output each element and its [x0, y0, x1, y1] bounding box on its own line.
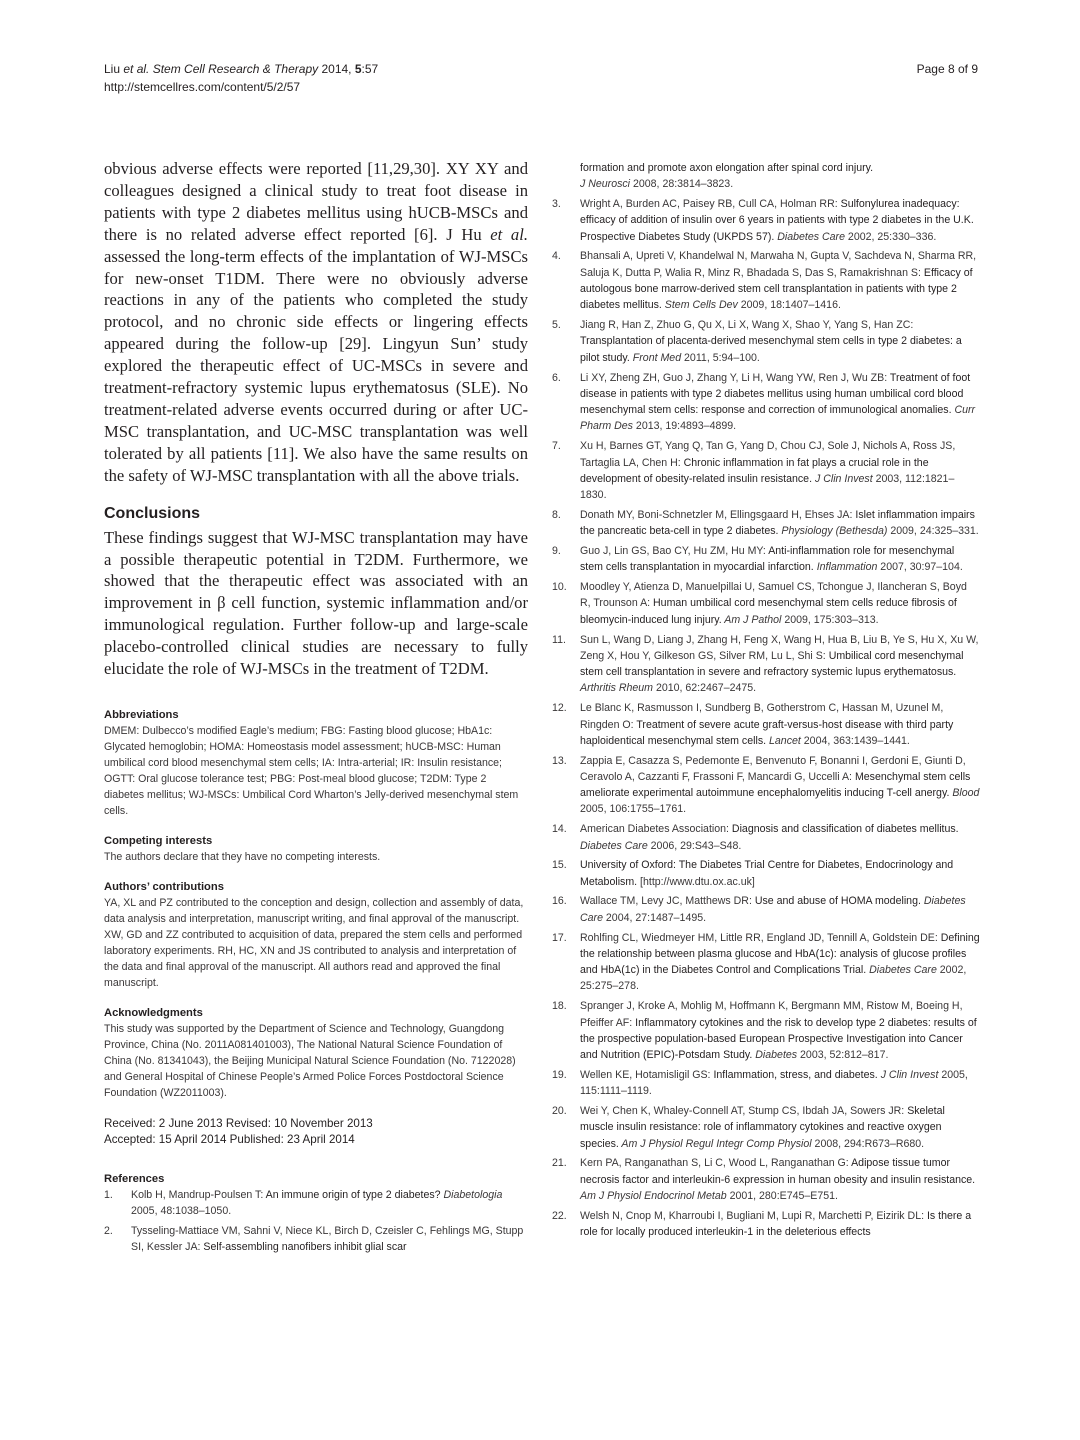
reference-number: 21. [552, 1157, 567, 1170]
reference-2-continuation [552, 160, 980, 193]
reference-title: Mesenchymal stem cells ameliorate experimental autoimmune encephalomyelitis inducing T-cell anergy. [580, 770, 971, 800]
reference-journal: Front Med [629, 351, 682, 364]
reference-number: 3. [552, 198, 561, 211]
reference-authors: Kolb H, Mandrup-Poulsen T: [131, 1188, 266, 1201]
reference-journal: Curr Pharm Des [580, 404, 976, 433]
page-number: Page 8 of 9 [916, 62, 978, 76]
reference-journal: Diabetes Care [866, 964, 937, 977]
acknowledgments-section [104, 1006, 528, 1101]
header-journal: Stem Cell Research & Therapy [152, 62, 319, 76]
reference-tail: 2009, 18:1407–1416. [737, 299, 841, 312]
reference-journal: Am J Physiol Regul Integr Comp Physiol [618, 1137, 812, 1150]
reference-item [552, 893, 980, 926]
reference-authors: Zappia E, Casazza S, Pedemonte E, Benvenuto F, Bonanni I, Gerdoni E, Giunti D, Ceravolo A, Cazzanti F, Frassoni F, Mancardi G, Uccelli A: [580, 754, 966, 783]
running-header [104, 60, 378, 96]
header-url[interactable]: http://stemcellres.com/content/5/2/57 [104, 80, 301, 94]
reference-number: 1. [104, 1188, 113, 1201]
reference-journal: Am J Pathol [721, 613, 782, 626]
reference-tail: 2008, 294:R673–R680. [811, 1137, 925, 1150]
reference-title: University of Oxford: The Diabetes Trial Centre for Diabetes, Endocrinology and Metabolism. [580, 859, 954, 888]
reference-title: Treatment of severe acute graft-versus-host disease with third party haploidentical mesenchymal stem cells. [580, 718, 954, 747]
reference-tail: 2013, 19:4893–4899. [632, 420, 737, 433]
accepted-published-line: Accepted: 15 April 2014 Published: 23 April 2014 [104, 1132, 355, 1146]
reference-title: Umbilical cord mesenchymal stem cell transplantation in severe and refractory systemic lupus erythematosus. [580, 649, 964, 679]
reference-item [552, 248, 980, 313]
reference-authors: Donath MY, Boni-Schnetzler M, Ellingsgaard H, Ehses JA: [580, 508, 856, 521]
right-column [552, 160, 980, 1244]
received-revised-line: Received: 2 June 2013 Revised: 10 November 2013 [104, 1116, 373, 1130]
reference-tail: 2007, 30:97–104. [877, 561, 963, 574]
citation-line [104, 60, 378, 78]
reference-journal: J Neurosci [580, 178, 631, 191]
reference-authors: Moodley Y, Atienza D, Manuelpillai U, Samuel CS, Tchongue J, Ilancheran S, Boyd R, Trounson A: [580, 581, 967, 610]
reference-journal: J Clin Invest [877, 1068, 939, 1081]
reference-tail: 2005, 106:1755–1761. [580, 803, 687, 816]
reference-item [104, 1223, 528, 1256]
contributions-text: YA, XL and PZ contributed to the conception and design, collection and assembly of data, data analysis and interpretation, manuscript writing, and final approval of the manuscript. XW, GD and ZZ contributed to acquisition of data, prepared the stem cells and performed laboratory experiments. RH, HC, XN and JS contributed to analysis and interpretation of the data and final approval of the manuscript. All authors read and approved the final manuscript. [104, 896, 524, 989]
reference-authors: Le Blanc K, Rasmusson I, Sundberg B, Gotherstrom C, Hassan M, Uzunel M, Ringden O: [580, 702, 944, 731]
reference-authors: Tysseling-Mattiace VM, Sahni V, Niece KL, Birch D, Czeisler C, Fehlings MG, Stupp SI, Kessler JA: [131, 1225, 524, 1254]
reference-journal: Physiology (Bethesda) [778, 525, 888, 538]
discussion-paragraph [104, 158, 528, 487]
reference-item [552, 700, 980, 749]
reference-title: Self-assembling nanofibers inhibit glial scar [203, 1241, 407, 1254]
reference-authors: Kern PA, Ranganathan S, Li C, Wood L, Ranganathan G: [580, 1157, 852, 1170]
reference-number: 7. [552, 440, 561, 453]
reference-tail: 2003, 52:812–817. [797, 1049, 889, 1062]
reference-item [552, 370, 980, 435]
reference-tail: 2002, 25:275–278. [580, 964, 967, 993]
reference-number: 16. [552, 895, 567, 908]
reference-tail: 2002, 25:330–336. [844, 230, 937, 243]
header-etal: et al. [123, 62, 150, 76]
header-volume: 5 [354, 62, 362, 76]
abbreviations-heading: Abbreviations [104, 708, 179, 721]
acknowledgments-heading: Acknowledgments [104, 1006, 203, 1019]
reference-journal: Stem Cells Dev [661, 299, 738, 312]
reference-number: 17. [552, 931, 567, 944]
reference-item [552, 998, 980, 1063]
reference-journal: J Clin Invest [812, 472, 873, 485]
reference-tail: 2009, 175:303–313. [781, 613, 879, 626]
reference-authors: Sun L, Wang D, Liang J, Zhang H, Feng X, Wang H, Hua B, Liu B, Ye S, Hu X, Xu W, Zeng X, Hou Y, Gilkeson GS, Silver RM, Lu L, Shi S: [580, 633, 979, 662]
reference-tail: 2003, 112:1821–1830. [580, 472, 955, 502]
reference-journal: Diabetologia [440, 1188, 503, 1201]
reference-authors: Bhansali A, Upreti V, Khandelwal N, Marwaha N, Gupta V, Sachdeva N, Sharma RR, Saluja K, Dutta P, Walia R, Minz R, Bhadada S, Das S, Ramakrishnan S: [580, 250, 977, 279]
reference-tail: 2008, 28:3814–3823. [630, 178, 734, 191]
left-column [104, 158, 528, 1259]
reference-number: 20. [552, 1105, 567, 1118]
reference-title: Treatment of foot disease in patients with type 2 diabetes mellitus using human umbilical cord blood mesenchymal stem cells: response and correction of immunological anomalies. [580, 371, 971, 417]
reference-tail: 2010, 62:2467–2475. [653, 682, 757, 695]
reference-authors: Wei Y, Chen K, Whaley-Connell AT, Stump CS, Ibdah JA, Sowers JR: [580, 1105, 908, 1118]
reference-item [552, 579, 980, 628]
reference-authors: Jiang R, Han Z, Zhuo G, Qu X, Li X, Wang X, Shao Y, Yang S, Han ZC: [580, 319, 914, 332]
reference-journal: Diabetes Care [580, 895, 966, 924]
reference-number: 2. [104, 1225, 113, 1238]
reference-title: Adipose tissue tumor necrosis factor and interleukin-6 expression in human obesity and insulin resistance. [580, 1157, 976, 1186]
reference-number: 12. [552, 702, 567, 715]
references-list-right [552, 196, 980, 1240]
reference-authors: Wellen KE, Hotamisligil GS: [580, 1068, 714, 1081]
reference-number: 4. [552, 250, 561, 263]
reference-tail: 2005, 48:1038–1050. [131, 1205, 232, 1218]
contributions-heading: Authors’ contributions [104, 880, 224, 893]
reference-authors: Wallace TM, Levy JC, Matthews DR: [580, 895, 755, 908]
reference-authors: Xu H, Barnes GT, Yang Q, Tan G, Yang D, Chou CJ, Sole J, Nichols A, Ross JS, Tartaglia LA, Chen H: [580, 440, 956, 469]
reference-item [552, 753, 980, 818]
reference-title: Human umbilical cord mesenchymal stem cells reduce fibrosis of bleomycin-induced lung injury. [580, 597, 957, 626]
reference-tail: 2001, 280:E745–E751. [726, 1190, 838, 1203]
acknowledgments-text: This study was supported by the Department of Science and Technology, Guangdong Province, China (No. 2011A081401003), The National Natural Science Foundation of China (No. 81341043), the Beijing Municipal Natural Science Foundation (No. 7122028) and General Hospital of Chinese People’s Armed Police Forces Postdoctoral Science Foundation (WZ2011003). [104, 1022, 516, 1099]
reference-title: Defining the relationship between plasma glucose and HbA(1c): analysis of glucose profiles and HbA(1c) in the Diabetes Control and Complications Trial. [580, 931, 980, 977]
reference-title: Transplantation of placenta-derived mesenchymal stem cells in type 2 diabetes: a pilot study. [580, 335, 962, 364]
abbreviations-text: DMEM: Dulbecco’s modified Eagle’s medium; FBG: Fasting blood glucose; HbA1c: Glycated hemoglobin; HOMA: Homeostasis model assessment; hUCB-MSC: Human umbilical cord blood mesenchymal stem cells; IA: Intra-arterial; IR: Insulin resistance; OGTT: Oral glucose tolerance test; PBG: Post-meal blood glucose; T2DM: Type 2 diabetes mellitus; WJ-MSCs: Umbilical Cord Wharton’s Jelly-derived mesenchymal stem cells. [104, 724, 519, 817]
reference-item [552, 317, 980, 366]
reference-number: 18. [552, 1000, 567, 1013]
conclusions-paragraph [104, 527, 528, 680]
header-year: 2014, [321, 62, 352, 76]
reference-item [552, 507, 980, 540]
reference-authors: American Diabetes Association: [580, 823, 732, 836]
reference-title: An immune origin of type 2 diabetes? [265, 1188, 441, 1201]
reference-journal: Lancet [766, 734, 801, 747]
discussion-text-1: obvious adverse effects were reported [11,29,30]. XY XY and colleagues designed a clinical study to treat foot disease in patients with type 2 diabetes mellitus using hUCB-MSCs and there is no related adverse effect reported [6]. J Hu [104, 159, 528, 244]
reference-tail: 2004, 363:1439–1441. [800, 734, 910, 747]
reference-item [552, 930, 980, 995]
reference-journal: Arthritis Rheum [580, 682, 653, 695]
reference-authors: Li XY, Zheng ZH, Guo J, Zhang Y, Li H, Wang YW, Ren J, Wu ZB: [580, 371, 890, 384]
reference-authors: Wright A, Burden AC, Paisey RB, Cull CA, Holman RR: [580, 198, 841, 211]
reference-title: Anti-inflammation role for mesenchymal stem cells transplantation in myocardial infarction. [580, 545, 955, 574]
reference-tail: 2005, 115:1111–1119. [580, 1068, 968, 1098]
reference-authors: Welsh N, Cnop M, Kharroubi I, Bugliani M, Lupi R, Marchetti P, Eizirik DL: [580, 1209, 927, 1222]
reference-item [552, 543, 980, 576]
reference-number: 8. [552, 508, 561, 521]
reference-authors: Spranger J, Kroke A, Mohlig M, Hoffmann K, Bergmann MM, Ristow M, Boeing H, Pfeiffer AF: [580, 1000, 963, 1029]
header-article: :57 [361, 62, 379, 76]
discussion-text-2: assessed the long-term effects of the implantation of WJ-MSCs for new-onset T1DM. There were no obviously adverse reactions in any of the patients who completed the study protocol, and no chronic side effects or lingering effects appeared during the follow-up [29]. Lingyun Sun’ study explored the therapeutic effect of UC-MSCs in severe and treatment-refractory systemic lupus erythematosus (SLE). No treatment-related adverse events occurred during or after UC-MSC transplantation, and UC-MSC transplantation was well tolerated by all patients [11]. We also have the same results on the safety of WJ-MSC transplantation with all the above trials. [104, 246, 528, 485]
reference-title: Chronic inflammation in fat plays a crucial role in the development of obesity-related insulin resistance. [580, 456, 929, 485]
reference-item [552, 1155, 980, 1204]
reference-tail: 2009, 24:325–331. [887, 525, 979, 538]
reference-number: 6. [552, 371, 561, 384]
reference-number: 5. [552, 319, 561, 332]
reference-title: Inflammation, stress, and diabetes. [713, 1068, 878, 1081]
reference-number: 11. [552, 633, 566, 646]
reference-title: Sulfonylurea inadequacy: efficacy of addition of insulin over 6 years in patients with type 2 diabetes in the U.K. Prospective Diabetes Study (UKPDS 57). [580, 198, 974, 243]
reference-item [552, 857, 980, 890]
reference-number: 22. [552, 1209, 567, 1222]
reference-item [552, 196, 980, 245]
reference-number: 14. [552, 823, 567, 836]
reference-journal: Blood [949, 787, 980, 800]
reference-title: Is there a role for locally produced interleukin-1 in the deleterious effects [580, 1209, 972, 1239]
reference-authors: Guo J, Lin GS, Bao CY, Hu ZM, Hu MY: [580, 545, 769, 558]
reference-journal: Diabetes Care [580, 839, 648, 852]
reference-journal: Inflammation [813, 561, 878, 574]
reference-title: Islet inflammation impairs the pancreatic beta-cell in type 2 diabetes. [580, 508, 975, 538]
reference-number: 19. [552, 1068, 567, 1081]
discussion-etal: et al. [490, 224, 528, 244]
reference-item [552, 1067, 980, 1100]
publication-dates [104, 1116, 528, 1148]
reference-title: Use and abuse of HOMA modeling. [754, 895, 921, 908]
reference-number: 13. [552, 754, 567, 767]
reference-journal: Diabetes [752, 1049, 798, 1062]
reference-item [552, 1208, 980, 1241]
competing-interests-heading: Competing interests [104, 834, 213, 847]
reference-journal: Am J Physiol Endocrinol Metab [580, 1190, 727, 1203]
competing-interests-section [104, 834, 528, 865]
reference-tail: 2011, 5:94–100. [681, 351, 760, 364]
reference-number: 10. [552, 581, 567, 594]
conclusions-text: These findings suggest that WJ-MSC transplantation may have a possible therapeutic potential in T2DM. Furthermore, we showed that the therapeutic effect was associated with an improvement in β cell function, systemic inflammation and/or immunological regulation. Further follow-up and large-scale placebo-controlled clinical studies are necessary to fully elucidate the role of WJ-MSCs in the treatment of T2DM. [104, 527, 528, 679]
header-authors: Liu [104, 62, 121, 76]
reference-number: 9. [552, 545, 561, 558]
reference-item [552, 632, 980, 697]
abbreviations-section [104, 708, 528, 819]
references-list-left [104, 1187, 528, 1256]
reference-item [552, 821, 980, 854]
reference-title: Diagnosis and classification of diabetes mellitus. [731, 823, 959, 836]
reference-tail: 2004, 27:1487–1495. [602, 911, 707, 924]
reference-title: formation and promote axon elongation after spinal cord injury. [580, 162, 874, 174]
reference-journal: Diabetes Care [774, 230, 845, 243]
references-heading: References [104, 1172, 165, 1185]
reference-number: 15. [552, 859, 567, 872]
reference-tail: 2006, 29:S43–S48. [647, 839, 742, 852]
reference-title: Efficacy of autologous bone marrow-derived stem cell transplantation in patients with type 2 diabetes mellitus. [580, 266, 973, 312]
reference-tail: [http://www.dtu.ox.ac.uk] [637, 875, 755, 888]
reference-item [104, 1187, 528, 1220]
contributions-section [104, 880, 528, 991]
conclusions-heading: Conclusions [104, 504, 201, 522]
reference-title: Inflammatory cytokines and the risk to develop type 2 diabetes: results of the prospective population-based European Prospective Investigation into Cancer and Nutrition (EPIC)-Potsdam Study. [580, 1016, 977, 1062]
reference-item [552, 1103, 980, 1152]
reference-authors: Rohlfing CL, Wiedmeyer HM, Little RR, England JD, Tennill A, Goldstein DE: [580, 931, 941, 944]
reference-title: Skeletal muscle insulin resistance: role of inflammatory cytokines and reactive oxygen species. [580, 1105, 945, 1150]
competing-interests-text: The authors declare that they have no competing interests. [104, 850, 381, 863]
reference-item [552, 438, 980, 503]
